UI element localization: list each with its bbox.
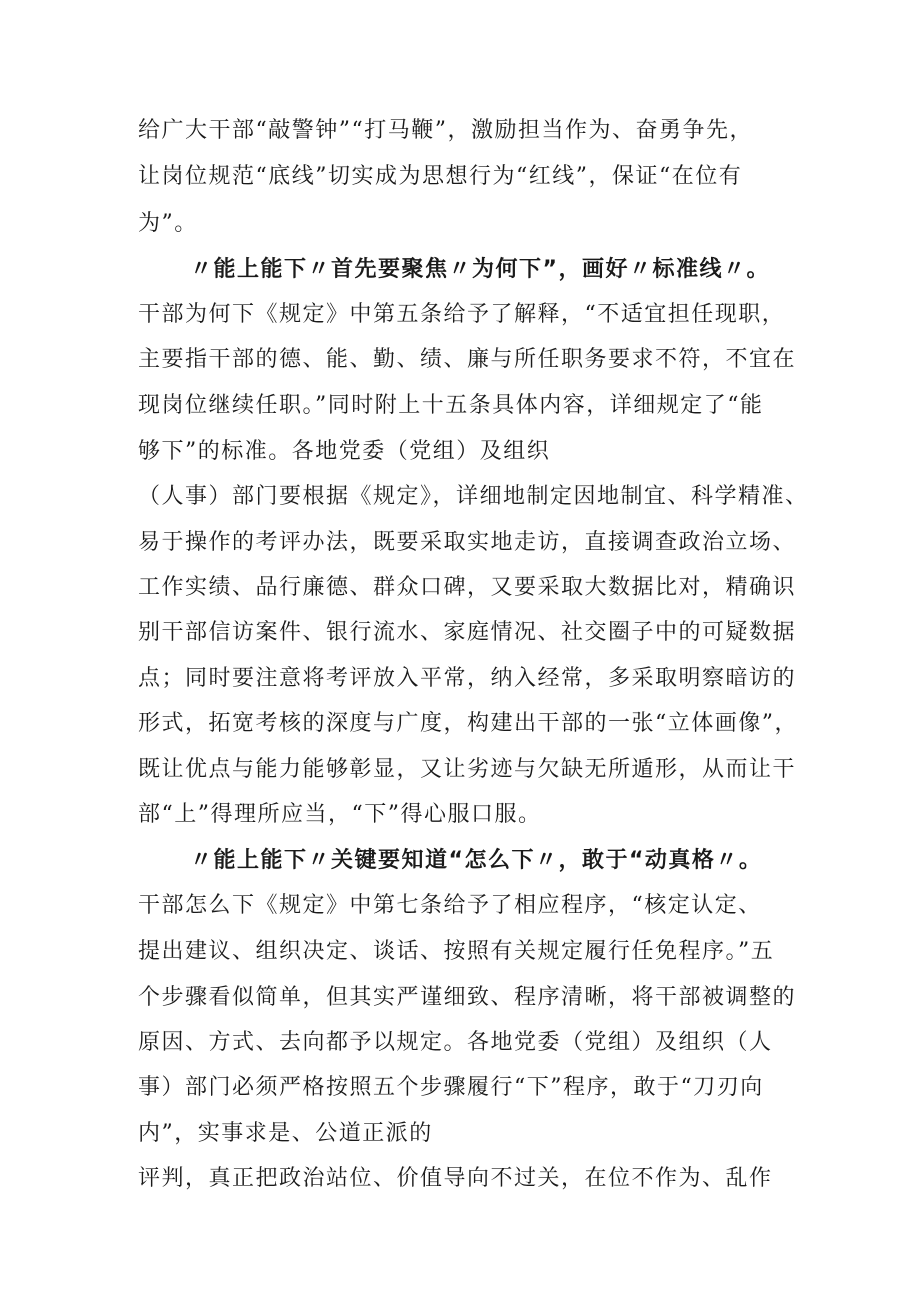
text-line: 点；同时要注意将考评放入平常，纳入经常，多采取明察暗访的 (138, 666, 797, 691)
text-line: 提出建议、组织决定、谈话、按照有关规定履行任免程序。”五 (138, 939, 775, 964)
text-line: 主要指干部的德、能、勤、绩、廉与所任职务要求不符，不宜在 (138, 347, 797, 372)
text-line: 给广大干部“敲警钟”“打马鞭”，激励担当作为、奋勇争先， (138, 118, 753, 143)
section-heading: 〃能上能下〃首先要聚焦〃为何下”，画好〃标准线〃。 (190, 257, 770, 282)
text-line: 事）部门必须严格按照五个步骤履行“下”程序，敢于“刀刃向 (138, 1075, 764, 1100)
text-line: 形式，拓宽考核的深度与广度，构建出干部的一张“立体画像”， (138, 711, 798, 736)
text-line: 够下”的标准。各地党委（党组）及组织 (138, 439, 551, 464)
text-line: 让岗位规范“底线”切实成为思想行为“红线”，保证“在位有 (138, 164, 743, 189)
text-line: 个步骤看似简单，但其实严谨细致、程序清晰，将干部被调整的 (138, 985, 797, 1010)
text-line: 干部为何下《规定》中第五条给予了解释，“不适宜担任现职， (138, 302, 786, 327)
section-heading: 〃能上能下〃关键要知道“怎么下〃，敢于“动真格〃。 (190, 848, 763, 873)
text-line: 既让优点与能力能够彰显，又让劣迹与欠缺无所遁形，从而让干 (138, 757, 797, 782)
text-line: 为”。 (138, 211, 198, 236)
text-line: 现岗位继续任职。”同时附上十五条具体内容，详细规定了“能 (138, 393, 764, 418)
text-line: 评判，真正把政治站位、价值导向不过关，在位不作为、乱作 (138, 1166, 773, 1191)
text-line: 工作实绩、品行廉德、群众口碑，又要采取大数据比对，精确识 (138, 575, 797, 600)
text-line: （人事）部门要根据《规定》，详细地制定因地制宜、科学精准、 (138, 484, 809, 509)
text-line: 易于操作的考评办法，既要采取实地走访，直接调查政治立场、 (138, 530, 797, 555)
text-line: 别干部信访案件、银行流水、家庭情况、社交圈子中的可疑数据 (138, 620, 797, 645)
text-line: 原因、方式、去向都予以规定。各地党委（党组）及组织（人 (138, 1030, 773, 1055)
text-line: 内”，实事求是、公道正派的 (138, 1121, 433, 1146)
text-line: 部“上”得理所应当，“下”得心服口服。 (138, 802, 542, 827)
text-line: 干部怎么下《规定》中第七条给予了相应程序，“核定认定、 (138, 893, 762, 918)
